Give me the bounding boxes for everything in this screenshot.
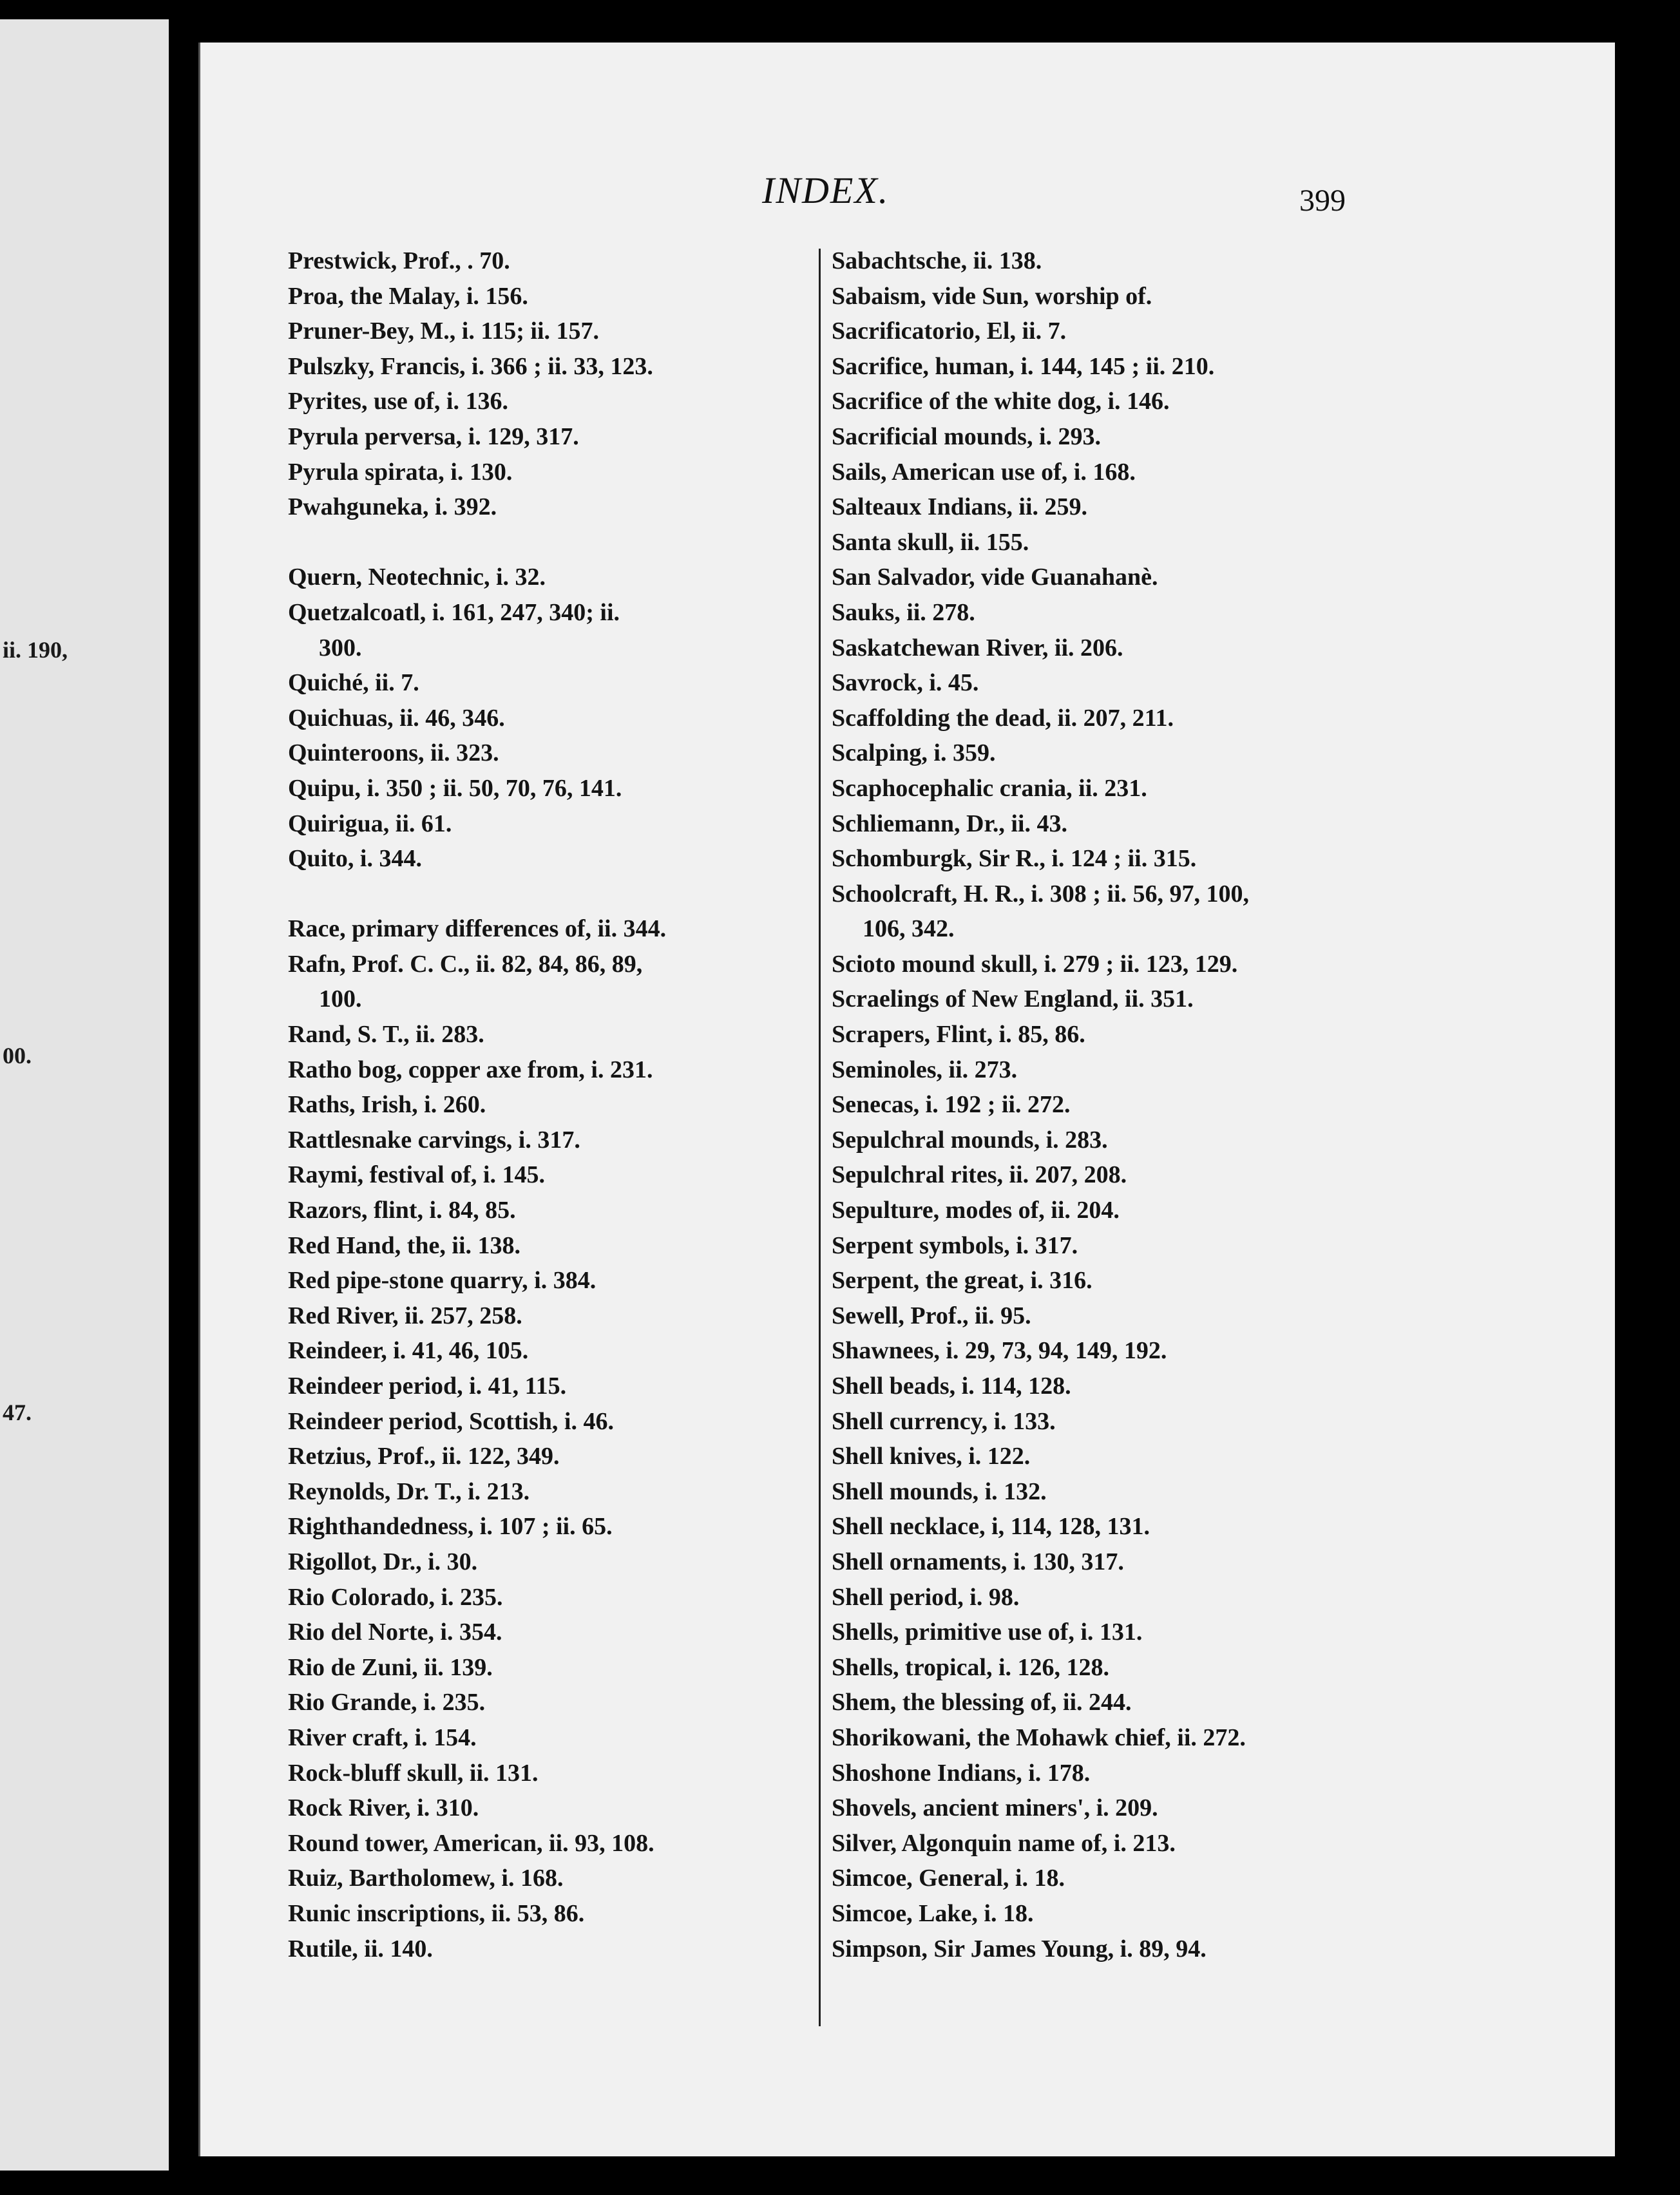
index-entry: Quern, Neotechnic, i. 32.	[288, 564, 546, 591]
index-entry: Serpent, the great, i. 316.	[832, 1267, 1093, 1295]
index-entry: Sacrifice of the white dog, i. 146.	[832, 388, 1170, 415]
index-entry: Rand, S. T., ii. 283.	[288, 1021, 484, 1049]
index-entry: Quinteroons, ii. 323.	[288, 739, 499, 767]
index-entry: Quipu, i. 350 ; ii. 50, 70, 76, 141.	[288, 774, 622, 802]
index-entry: Rio Colorado, i. 235.	[288, 1583, 503, 1611]
index-entry: Ruiz, Bartholomew, i. 168.	[288, 1865, 564, 1892]
index-entry: Sewell, Prof., ii. 95.	[832, 1302, 1031, 1329]
index-entry: Reindeer period, i. 41, 115.	[288, 1373, 567, 1400]
index-entry: San Salvador, vide Guanahanè.	[832, 564, 1158, 591]
index-entry: Simcoe, Lake, i. 18.	[832, 1899, 1034, 1927]
index-entry: Serpent symbols, i. 317.	[832, 1231, 1078, 1259]
index-entry: Race, primary differences of, ii. 344.	[288, 915, 667, 943]
index-entry: Schomburgk, Sir R., i. 124 ; ii. 315.	[832, 845, 1197, 873]
index-entry: Seminoles, ii. 273.	[832, 1056, 1018, 1083]
page-number: 399	[1299, 184, 1346, 218]
index-entry: Scioto mound skull, i. 279 ; ii. 123, 129.	[832, 950, 1238, 978]
index-entry: Quiché, ii. 7.	[288, 669, 419, 697]
index-entry: Pulszky, Francis, i. 366 ; ii. 33, 123.	[288, 352, 653, 380]
index-entry: Righthandedness, i. 107 ; ii. 65.	[288, 1513, 613, 1541]
index-entry: Shovels, ancient miners', i. 209.	[832, 1794, 1158, 1822]
index-entry: Shell mounds, i. 132.	[832, 1478, 1047, 1505]
index-entry: Red River, ii. 257, 258.	[288, 1302, 522, 1329]
index-entry: Quito, i. 344.	[288, 845, 422, 873]
index-entry: Razors, flint, i. 84, 85.	[288, 1197, 516, 1224]
index-entry: Simpson, Sir James Young, i. 89, 94.	[832, 1935, 1207, 1962]
left-page-fragment: 00.	[3, 1043, 32, 1069]
index-entry: Reynolds, Dr. T., i. 213.	[288, 1478, 530, 1505]
index-entry: Quetzalcoatl, i. 161, 247, 340; ii.	[288, 598, 620, 626]
index-entry: Sabachtsche, ii. 138.	[832, 247, 1042, 274]
index-entry: Pwahguneka, i. 392.	[288, 493, 497, 521]
index-entry: Quirigua, ii. 61.	[288, 810, 452, 837]
index-entry: Reindeer period, Scottish, i. 46.	[288, 1407, 614, 1435]
index-entry: Shorikowani, the Mohawk chief, ii. 272.	[832, 1724, 1246, 1751]
index-entry: Savrock, i. 45.	[832, 669, 979, 697]
index-entry: Runic inscriptions, ii. 53, 86.	[288, 1899, 585, 1927]
index-page	[198, 43, 1615, 2156]
index-entry: Sepulchral mounds, i. 283.	[832, 1126, 1108, 1154]
index-entry: Scalping, i. 359.	[832, 739, 996, 767]
index-entry: Sails, American use of, i. 168.	[832, 458, 1136, 486]
index-entry: Shem, the blessing of, ii. 244.	[832, 1689, 1132, 1716]
index-entry: Schoolcraft, H. R., i. 308 ; ii. 56, 97, 100,	[832, 880, 1250, 907]
index-entry: Simcoe, General, i. 18.	[832, 1865, 1065, 1892]
index-entry: Ratho bog, copper axe from, i. 231.	[288, 1056, 653, 1083]
index-entry: Saskatchewan River, ii. 206.	[832, 634, 1123, 661]
index-entry: Retzius, Prof., ii. 122, 349.	[288, 1443, 560, 1470]
index-entry: Quichuas, ii. 46, 346.	[288, 704, 505, 732]
left-page-fragment: 47.	[3, 1400, 32, 1425]
index-entry: Rutile, ii. 140.	[288, 1935, 433, 1962]
index-entry: Prestwick, Prof., . 70.	[288, 247, 510, 274]
index-entry: Rio de Zuni, ii. 139.	[288, 1653, 493, 1681]
index-entry: Raymi, festival of, i. 145.	[288, 1161, 545, 1189]
index-entry: Scrapers, Flint, i. 85, 86.	[832, 1021, 1085, 1049]
index-entry: Pyrula perversa, i. 129, 317.	[288, 423, 579, 450]
index-entry: Sepulture, modes of, ii. 204.	[832, 1197, 1120, 1224]
index-entry: Shawnees, i. 29, 73, 94, 149, 192.	[832, 1337, 1167, 1365]
index-column-right	[832, 243, 1566, 1966]
index-entry: Senecas, i. 192 ; ii. 272.	[832, 1091, 1071, 1119]
index-entry: Salteaux Indians, ii. 259.	[832, 493, 1087, 521]
index-entry: Sepulchral rites, ii. 207, 208.	[832, 1161, 1127, 1189]
index-entry: Rock-bluff skull, ii. 131.	[288, 1759, 539, 1787]
left-page-edge	[0, 19, 169, 2171]
index-entry: Rattlesnake carvings, i. 317.	[288, 1126, 580, 1154]
index-entry: Red Hand, the, ii. 138.	[288, 1231, 521, 1259]
index-entry: Shell knives, i. 122.	[832, 1443, 1031, 1470]
index-entry: Rigollot, Dr., i. 30.	[288, 1548, 478, 1575]
index-entry: Schliemann, Dr., ii. 43.	[832, 810, 1067, 837]
index-entry: River craft, i. 154.	[288, 1724, 477, 1751]
page-title: INDEX.	[762, 169, 890, 211]
index-entry: Raths, Irish, i. 260.	[288, 1091, 486, 1119]
index-entry: Sauks, ii. 278.	[832, 598, 975, 626]
index-entry: Rafn, Prof. C. C., ii. 82, 84, 86, 89,	[288, 950, 643, 978]
index-entry: 100.	[319, 985, 362, 1013]
index-entry: Pyrites, use of, i. 136.	[288, 388, 508, 415]
index-entry: Pyrula spirata, i. 130.	[288, 458, 513, 486]
index-entry: 106, 342.	[863, 915, 955, 943]
index-entry: 300.	[319, 634, 362, 661]
index-entry: Shell currency, i. 133.	[832, 1407, 1056, 1435]
index-entry: Scaffolding the dead, ii. 207, 211.	[832, 704, 1174, 732]
index-entry: Rio Grande, i. 235.	[288, 1689, 486, 1716]
index-entry: Round tower, American, ii. 93, 108.	[288, 1829, 654, 1857]
index-entry: Shells, primitive use of, i. 131.	[832, 1619, 1143, 1646]
column-divider	[819, 249, 821, 2026]
index-entry: Rio del Norte, i. 354.	[288, 1619, 502, 1646]
index-entry: Proa, the Malay, i. 156.	[288, 282, 528, 310]
index-entry: Silver, Algonquin name of, i. 213.	[832, 1829, 1176, 1857]
index-entry: Reindeer, i. 41, 46, 105.	[288, 1337, 529, 1365]
index-entry: Shell ornaments, i. 130, 317.	[832, 1548, 1124, 1575]
index-entry: Rock River, i. 310.	[288, 1794, 479, 1822]
index-entry: Red pipe-stone quarry, i. 384.	[288, 1267, 597, 1295]
index-entry: Sabaism, vide Sun, worship of.	[832, 282, 1152, 310]
index-entry: Shells, tropical, i. 126, 128.	[832, 1653, 1110, 1681]
index-entry: Scraelings of New England, ii. 351.	[832, 985, 1194, 1013]
index-entry: Shell period, i. 98.	[832, 1583, 1020, 1611]
index-entry: Sacrificatorio, El, ii. 7.	[832, 318, 1067, 345]
left-page-fragment: ii. 190,	[3, 637, 68, 663]
index-entry: Santa skull, ii. 155.	[832, 528, 1029, 556]
index-entry: Shell necklace, i, 114, 128, 131.	[832, 1513, 1150, 1541]
index-entry: Sacrifice, human, i. 144, 145 ; ii. 210.	[832, 352, 1215, 380]
index-entry: Pruner-Bey, M., i. 115; ii. 157.	[288, 318, 600, 345]
index-entry: Scaphocephalic crania, ii. 231.	[832, 774, 1147, 802]
index-entry: Shoshone Indians, i. 178.	[832, 1759, 1091, 1787]
index-entry: Shell beads, i. 114, 128.	[832, 1373, 1071, 1400]
index-entry: Sacrificial mounds, i. 293.	[832, 423, 1102, 450]
